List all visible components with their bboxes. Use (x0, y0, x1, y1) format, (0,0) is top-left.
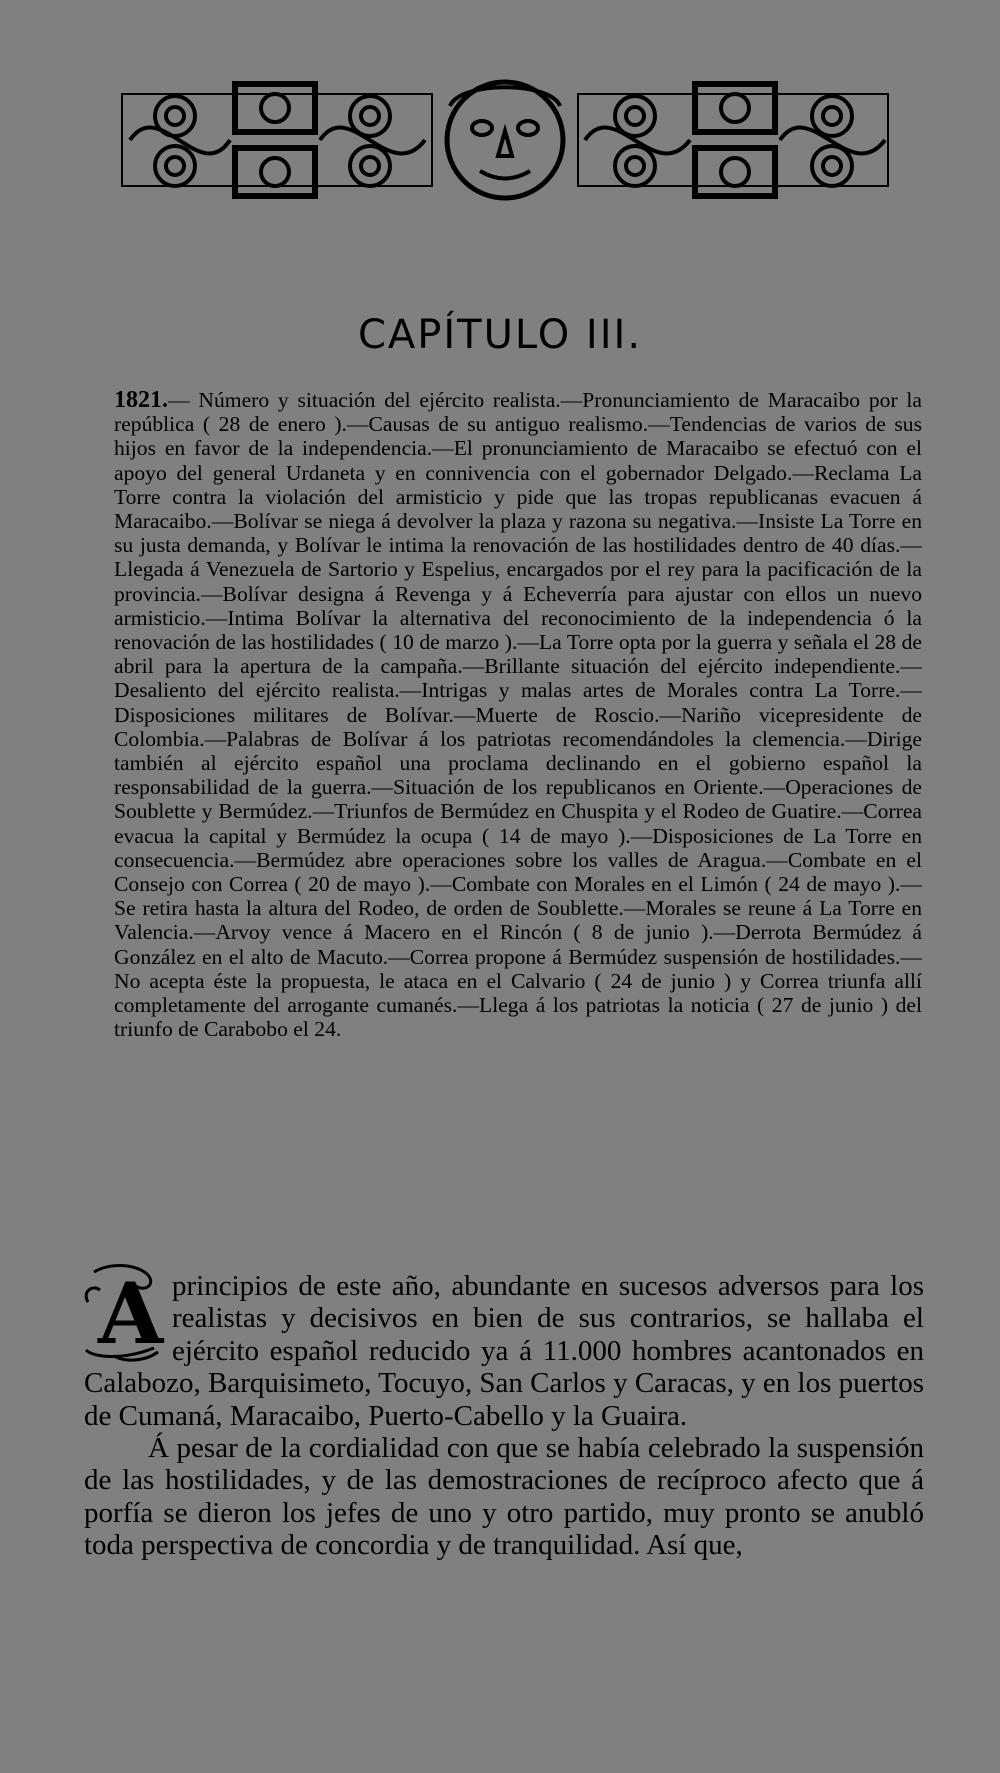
decorative-header-ornament (120, 76, 890, 204)
drop-cap (84, 1262, 162, 1362)
body-text (84, 1264, 924, 1562)
paragraph-2: Á pesar de la cordialidad con que se había celebrado la suspensión de las hostilidades, y de las demostraciones de recíproco afecto que á porfía se dieron los jefes de uno y otro partido, muy pronto se anubló toda perspectiva de concordia y de tranquilidad. Así que, (84, 1432, 924, 1562)
drop-cap-letter: A (98, 1264, 164, 1363)
summary-year: 1821. (114, 387, 168, 413)
summary-text: — Número y situación del ejército realista.—Pronunciamiento de Maracaibo por la república ( 28 de enero ).—Causas de su antiguo realismo.—Tendencias de varios de sus hijos en favor de la independencia.—El pronunciamiento de Maracaibo se efectuó con el apoyo del general Urdaneta y en connivencia con el gobernador Delgado.—Reclama La Torre contra la violación del armisticio y pide que las tropas republicanas evacuen á Maracaibo.—Bolívar se niega á devolver la plaza y razona su negativa.—Insiste La Torre en su justa demanda, y Bolívar le intima la renovación de las hostilidades dentro de 40 días.—Llegada á Venezuela de Sartorio y Espelius, encargados por el rey para la pacificación de la provincia.—Bolívar designa á Revenga y á Echeverría para ajustar con ellos un nuevo armisticio.—Intima Bolívar la alternativa del reconocimiento de la independencia ó la renovación de las hostilidades ( 10 de marzo ).—La Torre opta por la guerra y señala el 28 de abril para la apertura de la campaña.—Brillante situación del ejército independiente.—Desaliento del ejército realista.—Intrigas y malas artes de Morales contra La Torre.—Disposiciones militares de Bolívar.—Muerte de Roscio.—Nariño vicepresidente de Colombia.—Palabras de Bolívar á los patriotas recomendándoles la clemencia.—Dirige también al ejército español una proclama declinando en el gobierno español la responsabilidad de la guerra.—Situación de los republicanos en Oriente.—Operaciones de Soublette y Bermúdez.—Triunfos de Bermúdez en Chuspita y el Rodeo de Guatire.—Correa evacua la capital y Bermúdez la ocupa ( 14 de mayo ).—Disposiciones de La Torre en consecuencia.—Bermúdez abre operaciones sobre los valles de Aragua.—Combate en el Consejo con Correa ( 20 de mayo ).—Combate con Morales en el Limón ( 24 de mayo ).—Se retira hasta la altura del Rodeo, de orden de Soublette.—Morales se reune á La Torre en Valencia.—Arvoy vence á Macero en el Rincón ( 8 de junio ).—Derrota Bermúdez á González en el alto de Macuto.—Correa propone á Bermúdez suspensión de hostilidades.—No acepta éste la propuesta, le ataca en el Calvario ( 24 de junio ) y Correa triunfa allí completamente del arrogante cumanés.—Llega á los patriotas la noticia ( 27 de junio ) del triunfo de Carabobo el 24. (114, 388, 922, 1042)
chapter-title: CAPÍTULO III. (357, 312, 643, 358)
paragraph-1: principios de este año, abundante en sucesos adversos para los realistas y decisivos en bien de sus contrarios, se hallaba el ejército español reducido ya á 11.000 hombres acantonados en Calabozo, Barquisimeto, Tocuyo, San Carlos y Caracas, y en los puertos de Cumaná, Maracaibo, Puerto-Cabello y la Guaira. (84, 1270, 924, 1432)
chapter-summary (114, 388, 922, 1041)
